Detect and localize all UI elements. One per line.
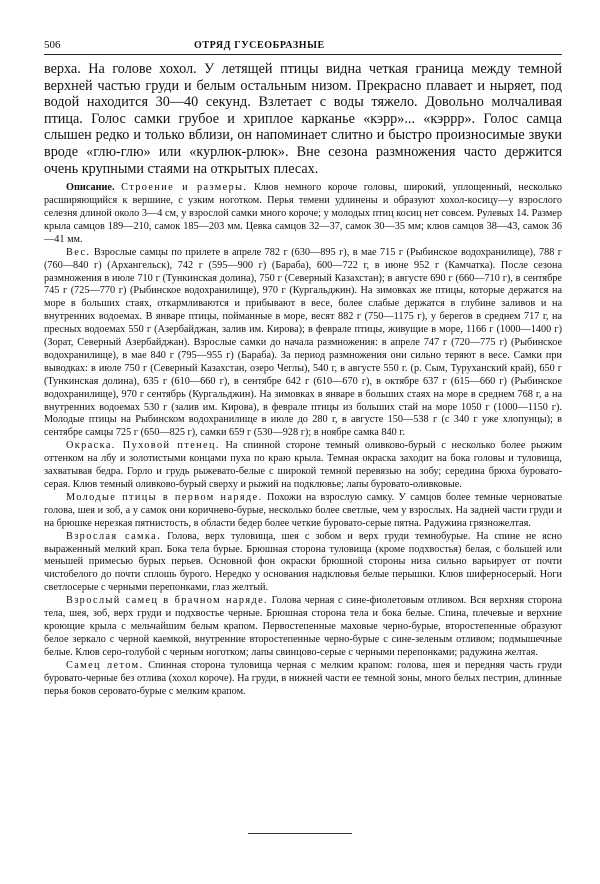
female-text: Голова, верх туловища, шея с зобом и верх груди темнобурые. На спине не ясно выраженный мелкий крап. Бока тела бурые. Брюшная сторона туловища (кроме подхвостья) белая, с большей или меньшей примесью бурых перьев. Основной фон окраски брюшной стороны низа сильно варьирует от почти чистобелого до почти сплошь бурого. Нередко у основания надклювья белые перышки. Клюв шиферносерый. Ноги светлосерые с черными перепонками, глаз желтый. (44, 530, 563, 594)
section-end-rule (248, 833, 352, 834)
down-heading: Окраска. Пуховой птенец. (66, 440, 220, 452)
down-text: На спинной стороне темный оливково-бурый с несколько более рыжим оттенком на лбу и золотистыми концами пуха по краю крыла. Темная окраска заходит на бока головы и туловища, захватывая бедра. Горло и грудь рыжевато-белые с широкой темной перевязью на зобу; середина брюха буровато-серая. Клюв темный оливково-бурый сверху и рыжий на подклювье; лапы буровато-оливковые. (44, 440, 563, 490)
male-summer-text: Спинная сторона туловища черная с мелким крапом: голова, шея и передняя часть груди буровато-черные без отлива (хохол короче). На груди, в нижней части ее темной зоны, много белых пестрин, длинные перья боков серовато-бурые с мелким крапом. (44, 659, 563, 697)
description-heading: Описание. (66, 182, 115, 194)
description-paragraph (44, 182, 562, 247)
document-page (44, 38, 562, 698)
juvenile-heading: Молодые птицы в первом наряде. (66, 491, 263, 503)
weight-paragraph (44, 247, 562, 441)
description-subheading: Строение и размеры. (121, 182, 248, 194)
juvenile-text: Похожи на взрослую самку. У самцов более темные черноватые голова, шея и зоб, а у самок они коричнево-бурые, несколько более светлые, чем у взрослых. На задней части груди и на брюшке нерезкая пятнистость, в области бедер более четкие буровато-серые пятна. Радужина грязножелтая. (44, 491, 562, 529)
page-number: 506 (44, 39, 61, 51)
female-paragraph (44, 531, 562, 596)
down-paragraph (44, 440, 562, 492)
weight-heading: Вес. (66, 246, 91, 258)
male-summer-heading: Самец летом. (66, 659, 144, 671)
male-breeding-text: Голова черная с сине-фиолетовым отливом. Вся верхняя сторона тела, шея, зоб, верх груди и подхвостье черные. Брюшная сторона тела и бока белые. Спина, плечевые и верхние кроющие крыла с мельчайшим белым крапом. Первостепенные маховые черно-бурые, второстепенные образуют белое зеркало с черной каемкой, внутренние второстепенные черно-бурые с сине-зеленым отливом; подмышечные белые. Клюв серо-голубой с черным ноготком; лапы свинцово-серые с черными перепонками; радужина желтая. (44, 595, 562, 658)
page-header (44, 38, 562, 55)
male-breeding-heading: Взрослый самец в брачном наряде. (66, 595, 269, 607)
weight-text: Взрослые самцы по прилете в апреле 782 г (630—895 г), в мае 715 г (Рыбинское водохранилище), 788 г (760—840 г) (Архангельск), 742 г (595—900 г) (Бараба), 600—722 г, в июне 952 г (Камчатка). После сезона размножения в июле 710 г (Тункинская долина), 750 г (Северный Казахстан); в августе 690 г (660—710 г), в сентябре 745 г (725—770 г) (Рыбинское водохранилище), 970 г (Кургальджин). На зимовках же птицы, которые держатся на море в больших стаях, откармливаются и прибывают в весе, более слабые держатся в глубине заливов и на внутренних водоемах. В январе птицы, пойманные в море, весят 882 г (750—1175 г), у берегов в среднем 717 г, на пресных водоемах 550 г (Азербайджан, залив им. Кирова); в феврале птицы, живущие в море, 1166 г (1000—1400 г) (Зорат, Северный Азербайджан). Взрослые самки до начала размножения: в апреле 747 г (720—775 г) (Рыбинское водохранилище), в мае 840 г (795—955 г) (Бараба). За период размножения они сильно теряют в весе. Самки при выводках: в июле 750 г (Северный Казахстан, озеро Чеглы), 540 г, в августе 550 г. (р. Сым, Туруханский край), 650 г (Тункинская долина), 635 г (610—660 г), в сентябре 642 г (610—670 г), в октябре 637 г (615—660 г) (Рыбинское водохранилище), 970 г сентябрь (Кургальджин). На зимовках в январе в больших стаях на море в среднем 768 г, а на внутренних водоемах 530 г (залив им. Кирова), в феврале птицы из больших стай на море 1050 г (1000—1150 г). Молодые птицы на Рыбинском водохранилище в июле до 280 г, в августе 150—538 г (с 340 г уже хлопунцы); в сентябре самцы 725 г (650—825 г), самки 659 г (530—928 г); в ноябре самка 840 г. (44, 246, 562, 439)
juvenile-paragraph (44, 492, 562, 531)
running-title: ОТРЯД ГУСЕОБРАЗНЫЕ (194, 40, 325, 51)
female-heading: Взрослая самка. (66, 530, 162, 542)
male-summer-paragraph (44, 660, 562, 699)
lead-paragraph: верха. На голове хохол. У летящей птицы видна четкая граница между темной верхней частью груди и белым остальным низом. Прекрасно плавает и ныряет, под водой находится 30—40 секунд. Взлетает с воды тяжело. Довольно молчаливая птица. Голос самки грубое и хриплое карканье «кэрр»... «кэррр». Голос самца слышен редко и только вблизи, он напоминает слитно и быстро произносимые звуки вроде «глю-глю» или «курлюк-рлюк». Вне сезона размножения часто держится очень крупными стаями на открытых плесах. (44, 61, 562, 177)
description-text: Клюв немного короче головы, широкий, уплощенный, несколько расширяющийся к вершине, с узким ноготком. Перья темени удлинены и образуют хохол-косицу—у взрослого селезня длиной около 3—4 см, у взрослой самки много короче; у молодых птиц косиц нет совсем. Рулевых 14. Размер крыла самцов 189—210, самок 185—203 мм. Цевка самцов 32—37, самок 30—35 мм; клюв самцов 38—43, самок 36—41 мм. (44, 182, 562, 245)
male-breeding-paragraph (44, 595, 562, 660)
